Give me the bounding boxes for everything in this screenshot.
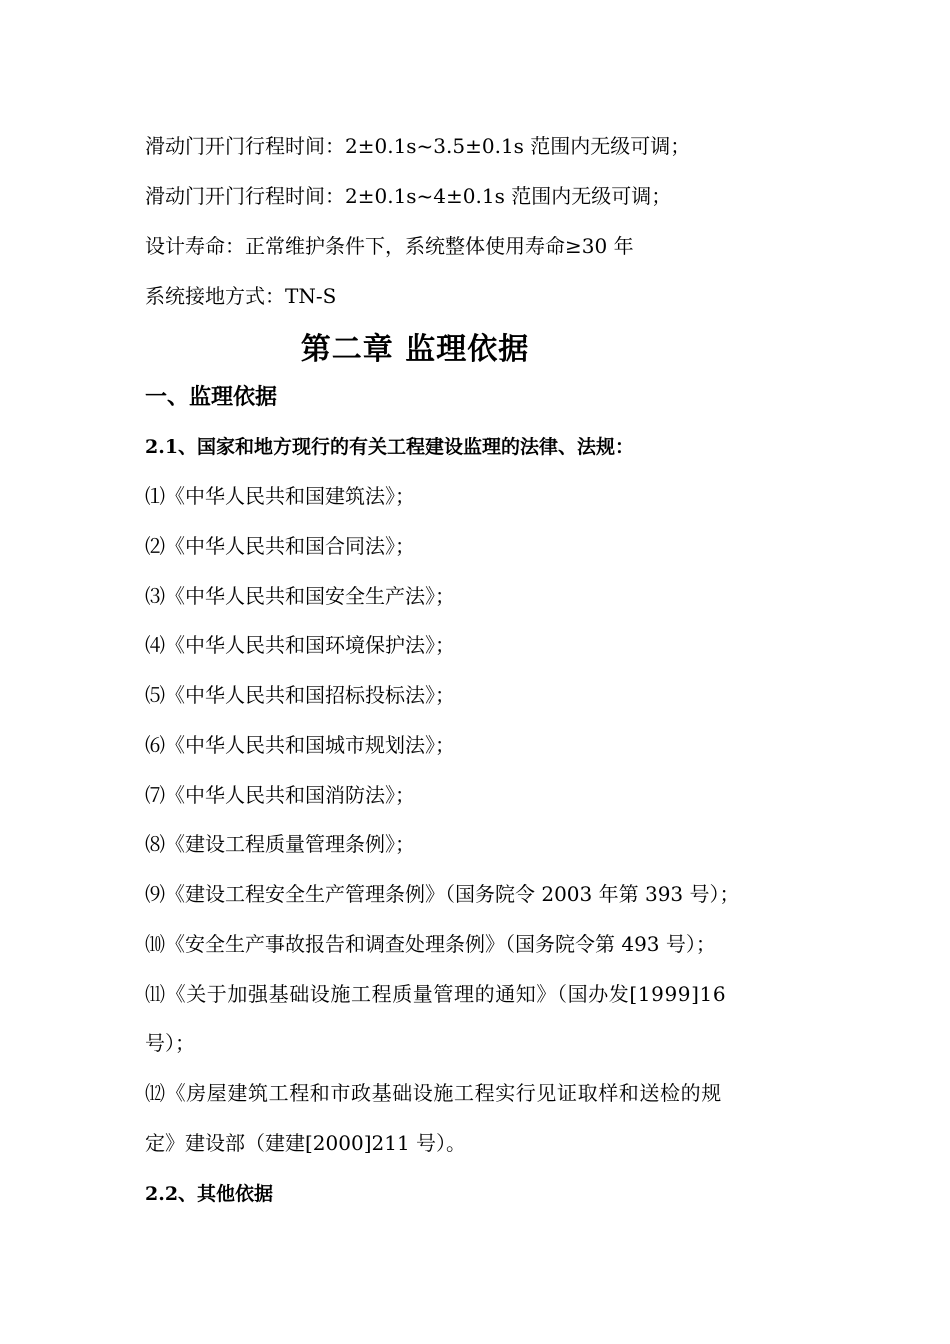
- law-item-7: ⑺《中华人民共和国消防法》；: [145, 783, 415, 807]
- law-item-9: ⑼《建设工程安全生产管理条例》（国务院令 2003 年第 393 号）；: [145, 882, 740, 906]
- spec-line-1: 滑动门开门行程时间：2±0.1s~3.5±0.1s 范围内无级可调；: [145, 134, 691, 158]
- law-item-8: ⑻《建设工程质量管理条例》；: [145, 832, 415, 856]
- law-item-12-line-2: 定》建设部（建建[2000]211 号）。: [145, 1131, 467, 1155]
- chapter-title: 第二章 监理依据: [300, 332, 530, 367]
- law-item-5: ⑸《中华人民共和国招标投标法》；: [145, 683, 455, 707]
- subsection-2-2-title: 2.2、其他依据: [145, 1183, 274, 1205]
- law-item-12-line-1: ⑿《房屋建筑工程和市政基础设施工程实行见证取样和送检的规: [145, 1081, 722, 1105]
- law-item-10: ⑽《安全生产事故报告和调查处理条例》（国务院令第 493 号）；: [145, 932, 716, 956]
- law-item-4: ⑷《中华人民共和国环境保护法》；: [145, 633, 455, 657]
- spec-line-2: 滑动门开门行程时间：2±0.1s~4±0.1s 范围内无级可调；: [145, 184, 672, 208]
- law-item-2: ⑵《中华人民共和国合同法》；: [145, 534, 415, 558]
- subsection-2-1-title: 2.1、国家和地方现行的有关工程建设监理的法律、法规：: [145, 436, 635, 458]
- spec-line-4: 系统接地方式：TN-S: [145, 284, 337, 308]
- law-item-1: ⑴《中华人民共和国建筑法》；: [145, 484, 415, 508]
- law-item-11-line-1: ⑾《关于加强基础设施工程质量管理的通知》（国办发[1999]16: [145, 982, 727, 1006]
- section-title: 一、监理依据: [145, 384, 278, 410]
- law-item-11-line-2: 号）；: [145, 1031, 195, 1055]
- spec-line-3: 设计寿命：正常维护条件下，系统整体使用寿命≥30 年: [145, 234, 634, 258]
- law-item-3: ⑶《中华人民共和国安全生产法》；: [145, 584, 455, 608]
- law-item-6: ⑹《中华人民共和国城市规划法》；: [145, 733, 455, 757]
